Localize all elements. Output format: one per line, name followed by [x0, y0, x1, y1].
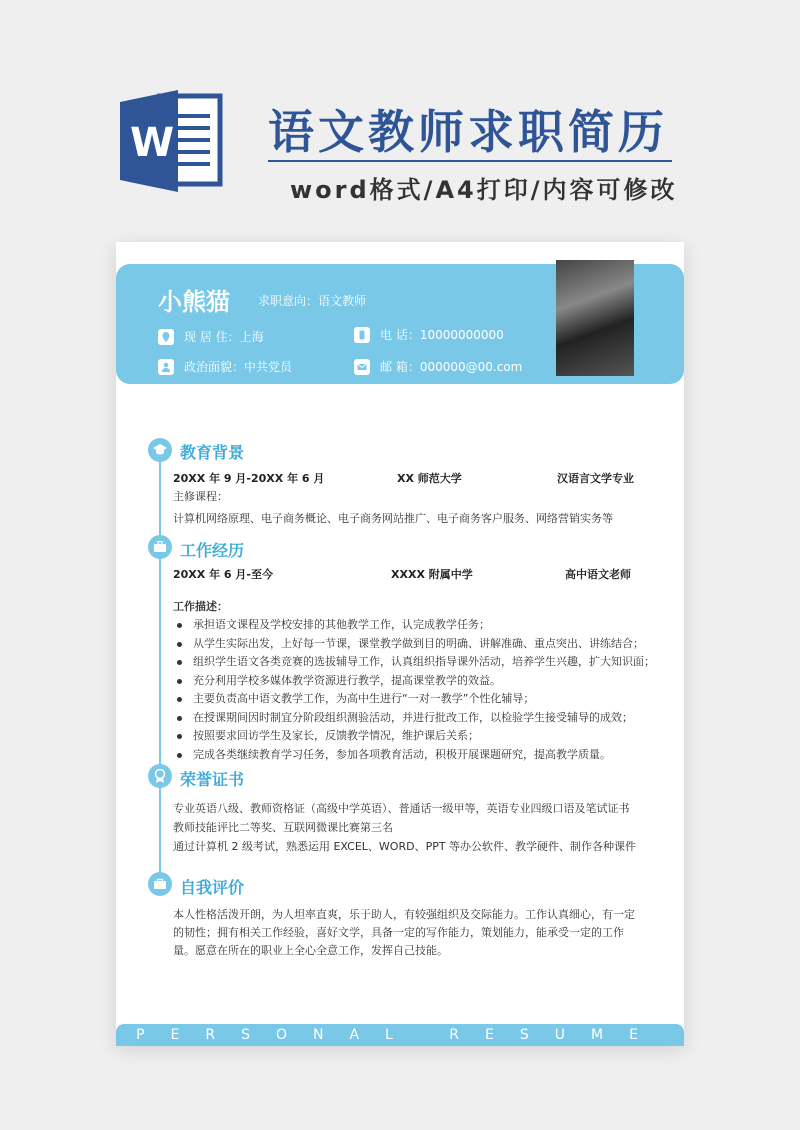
- courses-text: 计算机网络原理、电子商务概论、电子商务网站推广、电子商务客户服务、网络营销实务等: [173, 512, 613, 525]
- work-period: 20XX 年 6 月-至今: [173, 568, 273, 581]
- work-company: XXXX 附属中学: [391, 568, 473, 581]
- profile-photo: [556, 260, 634, 376]
- phone-info: [354, 326, 504, 343]
- list-item: 承担语文课程及学校安排的其他教学工作，认完成教学任务；: [173, 616, 653, 635]
- location-pin-icon: [158, 329, 174, 345]
- phone-text: 电 话：10000000000: [380, 328, 504, 342]
- list-item: 充分利用学校多媒体教学资源进行教学，提高课堂教学的效益。: [173, 672, 653, 691]
- honors-line: 教师技能评比二等奖、互联网微课比赛第三名: [173, 821, 393, 834]
- email-text: 邮 箱：000000@00.com: [380, 360, 523, 374]
- candidate-name: 小熊猫: [158, 288, 230, 316]
- work-position: 高中语文老师: [565, 568, 631, 581]
- list-item: 在授课期间因时制宜分阶段组织测验活动，并进行批改工作，以检验学生接受辅导的成效；: [173, 709, 653, 728]
- list-item: 完成各类继续教育学习任务，参加各项教育活动，积极开展课题研究，提高教学质量。: [173, 746, 653, 765]
- list-item: 组织学生语文各类竞赛的选拔辅导工作，认真组织指导课外活动，培养学生兴趣，扩大知识面；: [173, 653, 653, 672]
- work-title: 工作经历: [180, 541, 245, 560]
- politics-text: 政治面貌：中共党员: [184, 360, 293, 374]
- job-intent: 求职意向：语文教师: [258, 294, 367, 308]
- resume-page: [116, 242, 684, 1046]
- list-item: 从学生实际出发，上好每一节课，课堂教学做到目的明确、讲解准确、重点突出、讲练结合；: [173, 635, 653, 654]
- banner-title: 语文教师求职简历: [268, 105, 668, 159]
- email-icon: [354, 359, 370, 375]
- person-icon: [158, 359, 174, 375]
- work-desc-list: [173, 616, 653, 764]
- banner-subtitle: word格式/A4打印/内容可修改: [290, 176, 678, 204]
- politics-info: [158, 358, 292, 375]
- phone-icon: [354, 327, 370, 343]
- education-period: 20XX 年 9 月-20XX 年 6 月: [173, 472, 325, 485]
- medal-icon: [148, 764, 172, 788]
- footer-bar: PERSONAL RESUME: [116, 1024, 684, 1046]
- word-logo-letter: W: [130, 120, 175, 166]
- graduation-cap-icon: [148, 438, 172, 462]
- email-info: [354, 358, 522, 375]
- list-item: 主要负责高中语文教学工作，为高中生进行“一对一教学”个性化辅导；: [173, 690, 653, 709]
- residence-info: [158, 328, 264, 345]
- banner-divider: [268, 160, 672, 162]
- courses-label: 主修课程：: [173, 490, 228, 503]
- residence-text: 现 居 住：上海: [184, 330, 264, 344]
- honors-line: 通过计算机 2 级考试，熟悉运用 EXCEL、WORD、PPT 等办公软件、教学硬件、制作各种课件: [173, 840, 637, 853]
- word-logo-icon: [116, 86, 226, 196]
- timeline-line: [159, 442, 161, 890]
- education-title: 教育背景: [180, 443, 245, 462]
- education-school: XX 师范大学: [397, 472, 462, 485]
- education-major: 汉语言文学专业: [557, 472, 634, 485]
- honors-title: 荣誉证书: [180, 770, 245, 789]
- self-title: 自我评价: [180, 878, 245, 897]
- work-desc-label: 工作描述：: [173, 600, 228, 613]
- bag-icon: [148, 872, 172, 896]
- honors-line: 专业英语八级、教师资格证（高级中学英语）、普通话一级甲等，英语专业四级口语及笔试证书: [173, 802, 630, 815]
- briefcase-icon: [148, 535, 172, 559]
- self-text: 本人性格活泼开朗，为人坦率直爽，乐于助人，有较强组织及交际能力。工作认真细心，有一定的韧性；拥有相关工作经验，喜好文学，具备一定的写作能力，策划能力，能承受一定的工作量。愿意在所在的职业上全心全意工作，发挥自己技能。: [173, 908, 635, 957]
- list-item: 按照要求回访学生及家长，反馈教学情况，维护课后关系；: [173, 727, 653, 746]
